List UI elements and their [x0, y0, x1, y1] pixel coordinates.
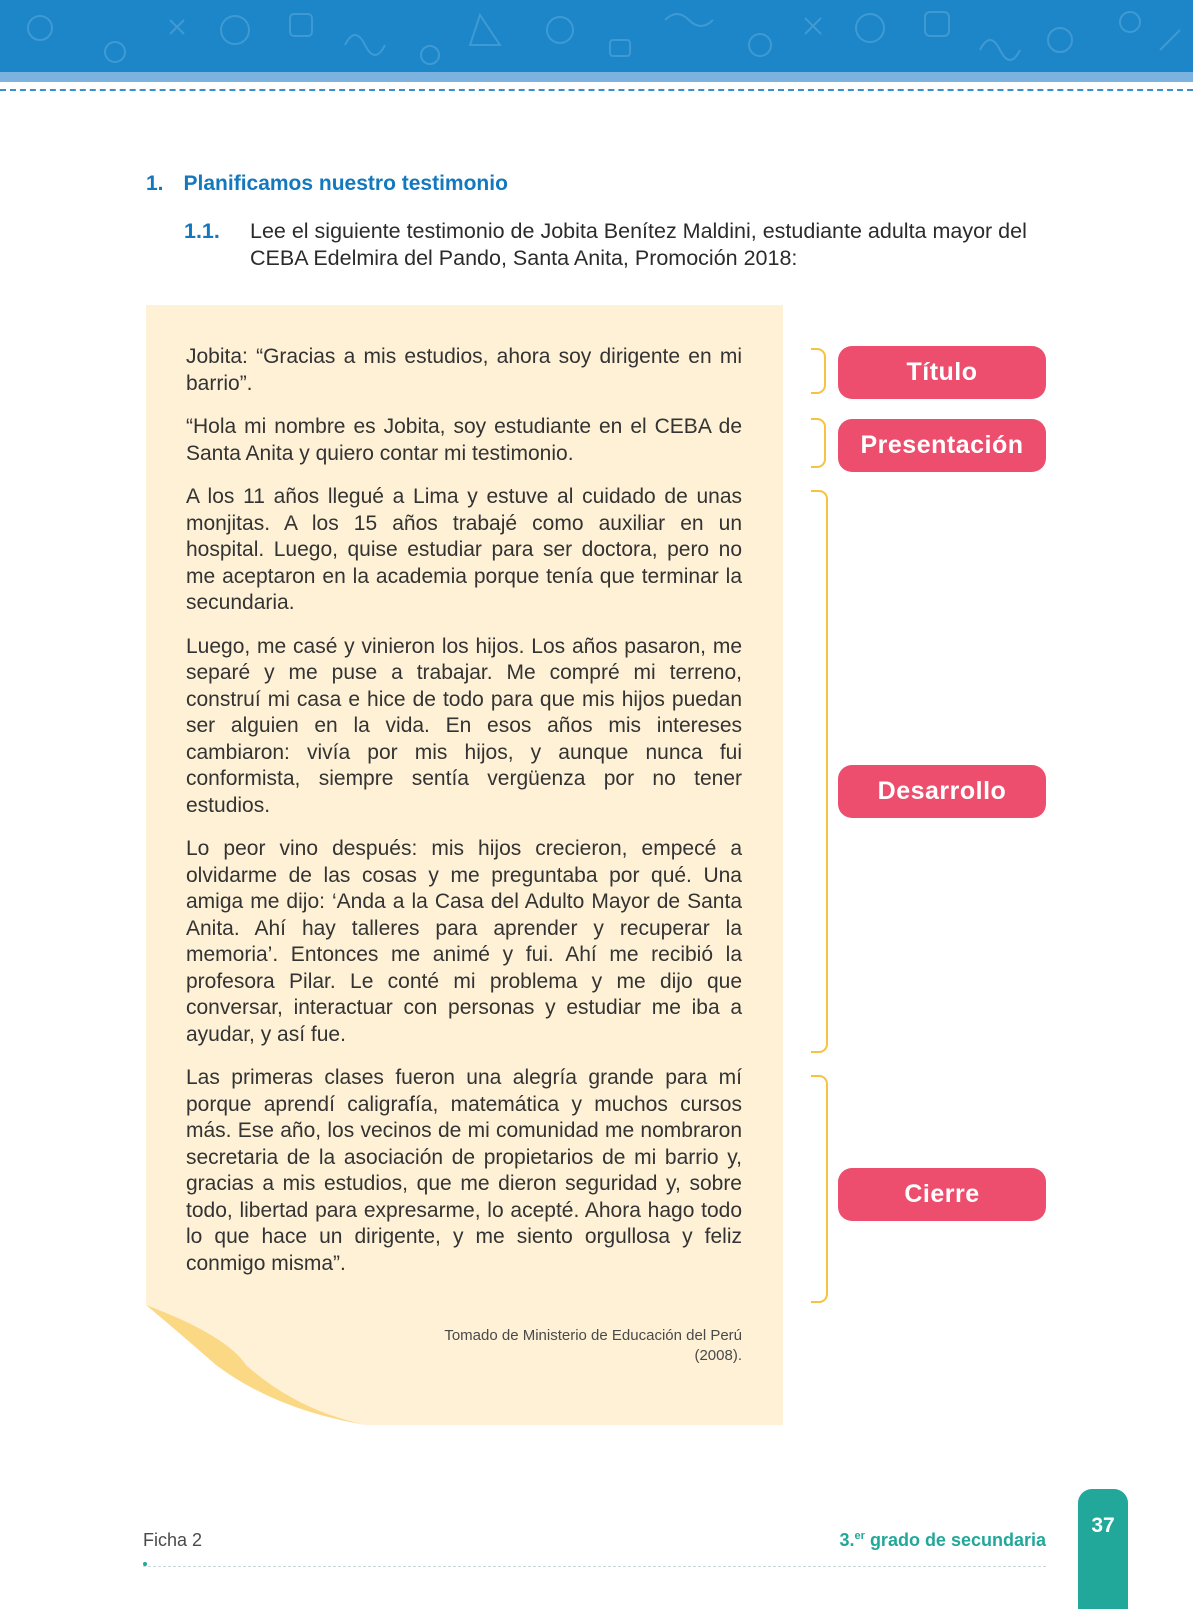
- grade-superscript: er: [854, 1530, 865, 1542]
- footer-ficha: Ficha 2: [143, 1530, 203, 1550]
- testimonial-paragraph-development-3: Lo peor vino después: mis hijos crecieron, empecé a olvidarme de las cosas y me preguntaba por qué. Una amiga me dijo: ‘Anda a la Casa del Adulto Mayor de Santa Anita. Ahí hay talleres para aprender y recuperar la memoria’. Entonces me animé y fui. Ahí me recibió la profesora Pilar. Le conté mi problema y me dijo que conversar, interactuar con personas y estudiar me iba a ayudar, y así fue.: [186, 837, 742, 1046]
- label-cierre: Cierre: [838, 1168, 1046, 1221]
- label-desarrollo: Desarrollo: [838, 765, 1046, 818]
- label-presentacion: Presentación: [838, 419, 1046, 472]
- subsection-number: 1.1.: [184, 219, 220, 243]
- page-tab: [1078, 1489, 1128, 1609]
- bracket-presentacion: [811, 418, 826, 468]
- page-curl-decoration: [146, 1305, 366, 1430]
- grade-text: grado de secundaria: [864, 1530, 1046, 1550]
- source-line-1: Tomado de Ministerio de Educación del Perú: [444, 1327, 742, 1344]
- bracket-desarrollo: [811, 490, 828, 1053]
- testimonial-text: [186, 344, 742, 1294]
- top-stripe: [0, 72, 1193, 82]
- top-dashed-divider: [0, 89, 1193, 91]
- bracket-titulo: [811, 348, 826, 394]
- testimonial-paragraph-presentation: “Hola mi nombre es Jobita, soy estudiante en el CEBA de Santa Anita y quiero contar mi testimonio.: [186, 415, 742, 465]
- banner-doodles: [0, 0, 1193, 72]
- section-heading: [146, 172, 508, 196]
- source-line-2: (2008).: [694, 1347, 742, 1364]
- testimonial-paragraph-development-2: Luego, me casé y vinieron los hijos. Los años pasaron, me separé y me puse a trabajar. Me compré mi terreno, construí mi casa e hice de todo para que mis hijos puedan ser alguien en la vida. En esos años mis intereses cambiaron: vivía por mis hijos, y aunque nunca fui conformista, siempre sentía vergüenza por no tener estudios.: [186, 634, 742, 817]
- testimonial-paragraph-development-1: A los 11 años llegué a Lima y estuve al cuidado de unas monjitas. A los 15 años trabajé como auxiliar en un hospital. Luego, quise estudiar para ser doctora, pero no me aceptaron en la academia porque tenía que terminar la secundaria.: [186, 485, 742, 614]
- top-banner: [0, 0, 1193, 72]
- testimonial-paragraph-closing: Las primeras clases fueron una alegría grande para mí porque aprendí caligrafía, matemática y muchos cursos más. Ese año, los vecinos de mi comunidad me nombraron secretaria de la asociación de propietarios de mi barrio y, gracias a mis estudios, que me dieron seguridad y, sobre todo, libertad para expresarme, lo acepté. Ahora hago todo lo que hace un dirigente, y me siento orgullosa y feliz conmigo misma”.: [186, 1066, 742, 1275]
- subsection-instruction: [184, 218, 1049, 272]
- footer-grade: [780, 1530, 1046, 1551]
- section-title: Planificamos nuestro testimonio: [183, 172, 508, 195]
- subsection-text: Lee el siguiente testimonio de Jobita Benítez Maldini, estudiante adulta mayor del CEBA Edelmira del Pando, Santa Anita, Promoción 2018:: [250, 219, 1027, 270]
- testimonial-source: [386, 1326, 742, 1366]
- grade-prefix: 3.: [839, 1530, 855, 1550]
- footer-divider: [143, 1566, 1046, 1567]
- footer-dot: [143, 1562, 147, 1566]
- bracket-cierre: [811, 1075, 828, 1303]
- testimonial-paragraph-title: Jobita: “Gracias a mis estudios, ahora soy dirigente en mi barrio”.: [186, 345, 742, 395]
- section-number: 1.: [146, 172, 164, 195]
- label-titulo: Título: [838, 346, 1046, 399]
- page-number: 37: [1091, 1514, 1115, 1537]
